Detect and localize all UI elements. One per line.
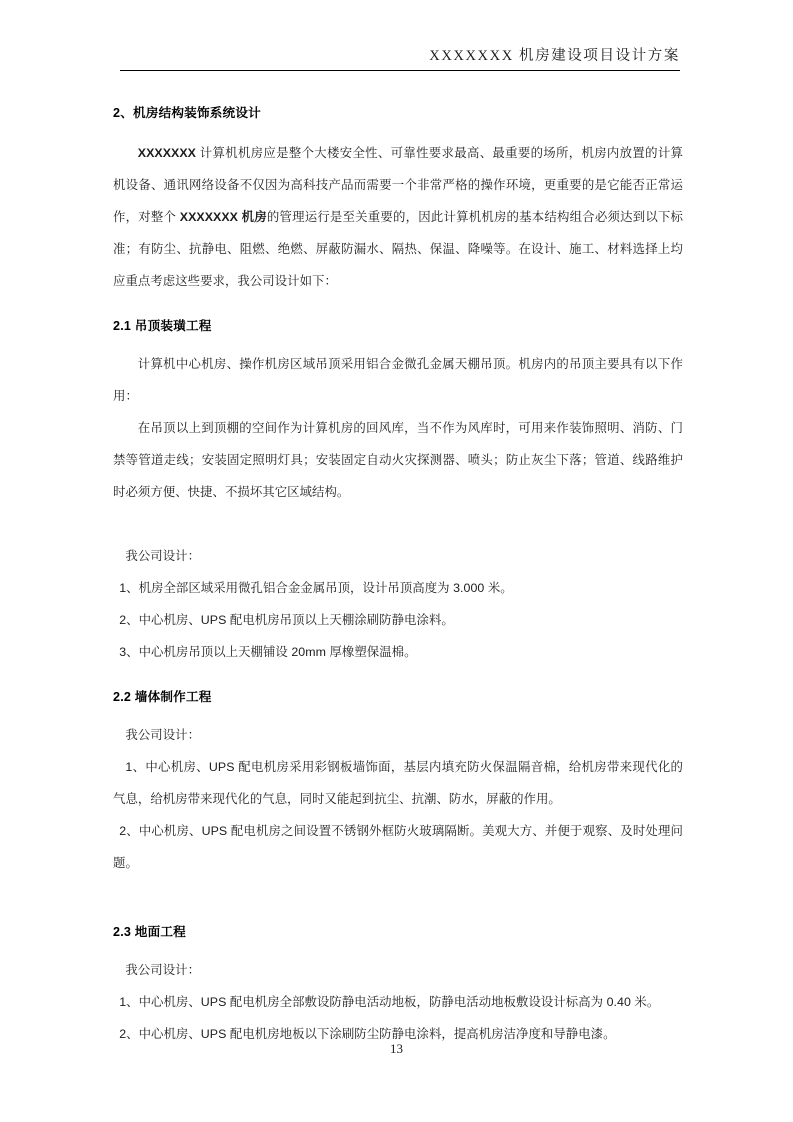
subsection-2-2-design-label: 我公司设计： (125, 727, 201, 742)
document-body (113, 104, 683, 1050)
spacer (113, 125, 683, 137)
subsection-2-2-item-1: 1、中心机房、UPS 配电机房采用彩钢板墙饰面，基层内填充防火保温隔音棉，给机房带来现代化的气息，给机房带来现代化的气息，同时又能起到抗尘、抗潮、防水，屏蔽的作用。 (113, 759, 683, 806)
subsection-2-1-paragraph-2: 在吊顶以上到顶棚的空间作为计算机房的回风库，当不作为风库时，可用来作装饰照明、消防、门禁等管道走线；安装固定照明灯具；安装固定自动火灾探测器、喷头；防止灰尘下落；管道、线路维护时必须方便、快捷、不损坏其它区域结构。 (113, 420, 683, 499)
spacer (113, 879, 683, 923)
subsection-2-1-paragraph-1: 计算机中心机房、操作机房区域吊顶采用铝合金微孔金属天棚吊顶。机房内的吊顶主要具有以下作用： (113, 356, 683, 403)
page-header (120, 46, 680, 71)
spacer-blank-line (113, 508, 683, 540)
spacer (113, 668, 683, 688)
header-divider (120, 70, 680, 71)
section-title-2: 2、机房结构装饰系统设计 (113, 106, 261, 120)
intro-text-part2: 的管理运行是至关重要的，因此计算机机房的基本结构组合必须达到以下标准；有防尘、抗静电、阻燃、绝燃、屏蔽防漏水、隔热、保温、降噪等。在设计、施工、材料选择上均应重点考虑这些要求，我公司设计如下： (113, 209, 683, 288)
header-title: XXXXXXX 机房建设项目设计方案 (429, 48, 680, 64)
subsection-2-1-item-2: 2、中心机房、UPS 配电机房吊顶以上天棚涂刷防静电涂料。 (119, 612, 454, 627)
page-footer (0, 1040, 793, 1058)
subsection-2-3-design-label: 我公司设计： (125, 962, 201, 977)
subsection-2-1-item-1: 1、机房全部区域采用微孔铝合金金属吊顶，设计吊顶高度为 3.000 米。 (119, 580, 513, 595)
section-2-intro-paragraph (113, 137, 683, 297)
intro-bold-lead: XXXXXXX (137, 145, 196, 160)
subsection-2-3-item-1: 1、中心机房、UPS 配电机房全部敷设防静电活动地板，防静电活动地板敷设设计标高为 0.40 米。 (119, 994, 660, 1009)
spacer (113, 707, 683, 719)
intro-text-part1: 计算机机房应是整个大楼安全性、可靠性要求最高、最重要的场所，机房内放置的计算机设备、通讯网络设备不仅因为高科技产品而需要一个非常严格的操作环境，更重要的是它能否正常运作，对整个 (113, 145, 683, 224)
subsection-2-2-item-2: 2、中心机房、UPS 配电机房之间设置不锈钢外框防火玻璃隔断。美观大方、并便于观察、及时处理问题。 (113, 823, 683, 870)
spacer (113, 336, 683, 348)
spacer (113, 942, 683, 954)
subsection-2-1-design-label: 我公司设计： (125, 548, 201, 563)
intro-bold-mid: XXXXXXX 机房 (179, 209, 267, 224)
subsection-title-2-1: 2.1 吊顶装璜工程 (113, 318, 212, 333)
subsection-2-3-item-2: 2、中心机房、UPS 配电机房地板以下涂刷防尘防静电涂料，提高机房洁净度和导静电漆。 (119, 1026, 616, 1041)
subsection-2-1-item-3: 3、中心机房吊顶以上天棚铺设 20mm 厚橡塑保温棉。 (119, 644, 417, 659)
spacer (113, 297, 683, 317)
subsection-title-2-2: 2.2 墙体制作工程 (113, 689, 212, 704)
page-number: 13 (390, 1041, 403, 1056)
subsection-title-2-3: 2.3 地面工程 (113, 924, 186, 939)
